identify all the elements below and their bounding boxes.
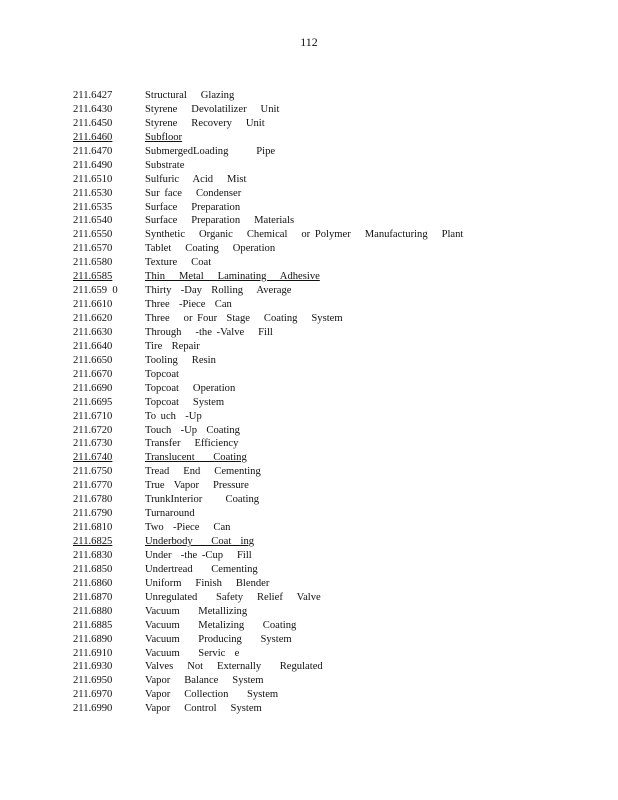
list-item (73, 605, 533, 619)
list-item (73, 688, 533, 702)
defined-term: Translucent Coating (145, 452, 247, 464)
defined-term: TrunkInterior Coating (145, 494, 260, 506)
defined-term: Tablet Coating Operation (145, 243, 276, 255)
list-item (73, 368, 533, 382)
list-item (73, 577, 533, 591)
section-number: 211.659 0 (73, 285, 118, 297)
defined-term: Touch -Up Coating (145, 424, 240, 436)
section-number: 211.6630 (73, 326, 113, 338)
section-number: 211.6870 (73, 591, 113, 603)
section-number: 211.6750 (73, 466, 113, 478)
list-item (73, 521, 533, 535)
section-number: 211.6610 (73, 299, 113, 311)
list-item (73, 674, 533, 688)
defined-term: Vacuum Servic e (145, 647, 240, 659)
list-item (73, 465, 533, 479)
list-item (73, 479, 533, 493)
list-item (73, 647, 533, 661)
defined-term: Unregulated Safety Relief Valve (145, 591, 321, 603)
defined-term: Substrate (145, 159, 185, 171)
section-number: 211.6890 (73, 633, 113, 645)
section-number: 211.6427 (73, 90, 113, 101)
list-item (73, 535, 533, 549)
section-number: 211.6570 (73, 243, 113, 255)
section-number: 211.6450 (73, 117, 113, 129)
section-number: 211.6850 (73, 563, 113, 575)
defined-term: Tire Repair (145, 340, 200, 352)
section-number: 211.6990 (73, 703, 113, 715)
defined-term: Vacuum Metalizing Coating (145, 619, 297, 631)
defined-term: Vacuum Producing System (145, 633, 292, 645)
list-item (73, 117, 533, 131)
defined-term: True Vapor Pressure (145, 480, 249, 492)
list-item (73, 563, 533, 577)
page-number: 112 (300, 35, 318, 49)
defined-term: Transfer Efficiency (145, 438, 239, 450)
list-item (73, 396, 533, 410)
list-item (73, 493, 533, 507)
defined-term: Valves Not Externally Regulated (145, 661, 323, 673)
defined-term: Undertread Cementing (145, 563, 258, 575)
list-item (73, 270, 533, 284)
defined-term: Synthetic Organic Chemical or Polymer Manufacturing Plant (145, 229, 464, 241)
section-number: 211.6970 (73, 689, 113, 701)
defined-term: Styrene Devolatilizer Unit (145, 103, 280, 115)
defined-term: Subfloor (145, 131, 183, 143)
defined-term: Vapor Collection System (145, 689, 279, 701)
list-item (73, 702, 533, 716)
list-item (73, 382, 533, 396)
defined-term: Two -Piece Can (145, 522, 231, 534)
defined-term: Styrene Recovery Unit (145, 117, 265, 129)
defined-term: Topcoat (145, 368, 179, 380)
list-item (73, 173, 533, 187)
defined-term: Vapor Control System (145, 703, 262, 715)
section-number: 211.6535 (73, 201, 113, 213)
section-number: 211.6885 (73, 619, 113, 631)
defined-term: Vapor Balance System (145, 675, 264, 687)
section-number: 211.6830 (73, 549, 113, 561)
section-number: 211.6650 (73, 354, 113, 366)
defined-term: Sulfuric Acid Mist (145, 173, 247, 185)
section-number: 211.6670 (73, 368, 113, 380)
list-item (73, 451, 533, 465)
defined-term: Structural Glazing (145, 90, 235, 101)
list-item (73, 214, 533, 228)
section-number: 211.6550 (73, 229, 113, 241)
defined-term: Underbody Coat ing (145, 536, 255, 547)
section-number: 211.6780 (73, 494, 113, 506)
section-number: 211.6860 (73, 577, 113, 589)
list-item (73, 103, 533, 117)
list-item (73, 437, 533, 451)
list-item (73, 145, 533, 159)
defined-term: Turnaround (145, 508, 195, 520)
defined-term: Three -Piece Can (145, 299, 232, 311)
defined-term: Tread End Cementing (145, 466, 261, 478)
list-item (73, 424, 533, 438)
defined-term: Three or Four Stage Coating System (145, 313, 343, 324)
section-number: 211.6695 (73, 396, 113, 408)
defined-term: SubmergedLoading Pipe (145, 145, 276, 157)
section-number: 211.6460 (73, 131, 113, 143)
defined-term: Topcoat System (145, 396, 225, 408)
section-number: 211.6930 (73, 661, 113, 673)
list-item (73, 242, 533, 256)
list-item (73, 660, 533, 674)
list-item (73, 326, 533, 340)
section-number: 211.6710 (73, 410, 113, 422)
defined-term: Under -the -Cup Fill (145, 549, 252, 561)
section-number: 211.6585 (73, 271, 113, 283)
defined-term: Vacuum Metallizing (145, 605, 248, 617)
defined-term: Topcoat Operation (145, 382, 236, 394)
list-item (73, 619, 533, 633)
defined-term: Thin Metal Laminating Adhesive (145, 271, 320, 283)
list-item (73, 410, 533, 424)
defined-term: To uch -Up (145, 410, 202, 422)
section-number: 211.6690 (73, 382, 113, 394)
list-item (73, 340, 533, 354)
section-number: 211.6470 (73, 145, 113, 157)
defined-term: Texture Coat (145, 257, 212, 269)
list-item (73, 131, 533, 145)
definitions-list (73, 89, 533, 716)
list-item (73, 507, 533, 521)
list-item (73, 312, 533, 326)
list-item (73, 591, 533, 605)
section-number: 211.6640 (73, 340, 113, 352)
section-number: 211.6620 (73, 313, 113, 324)
list-item (73, 187, 533, 201)
list-item (73, 633, 533, 647)
defined-term: Thirty -Day Rolling Average (145, 285, 292, 297)
section-number: 211.6740 (73, 452, 113, 464)
list-item (73, 201, 533, 215)
list-item (73, 298, 533, 312)
section-number: 211.6720 (73, 424, 113, 436)
section-number: 211.6825 (73, 536, 113, 547)
section-number: 211.6810 (73, 522, 113, 534)
section-number: 211.6430 (73, 103, 113, 115)
list-item (73, 354, 533, 368)
section-number: 211.6580 (73, 257, 113, 269)
section-number: 211.6880 (73, 605, 113, 617)
defined-term: Sur face Condenser (145, 187, 242, 199)
defined-term: Surface Preparation Materials (145, 215, 295, 227)
section-number: 211.6540 (73, 215, 113, 227)
section-number: 211.6510 (73, 173, 113, 185)
defined-term: Surface Preparation (145, 201, 241, 213)
section-number: 211.6490 (73, 159, 113, 171)
list-item (73, 549, 533, 563)
list-item (73, 228, 533, 242)
defined-term: Uniform Finish Blender (145, 577, 270, 589)
list-item (73, 284, 533, 298)
section-number: 211.6770 (73, 480, 113, 492)
list-item (73, 256, 533, 270)
list-item (73, 159, 533, 173)
defined-term: Through -the -Valve Fill (145, 326, 273, 338)
section-number: 211.6910 (73, 647, 113, 659)
section-number: 211.6730 (73, 438, 113, 450)
section-number: 211.6530 (73, 187, 113, 199)
section-number: 211.6790 (73, 508, 113, 520)
list-item (73, 89, 533, 103)
section-number: 211.6950 (73, 675, 113, 687)
defined-term: Tooling Resin (145, 354, 216, 366)
